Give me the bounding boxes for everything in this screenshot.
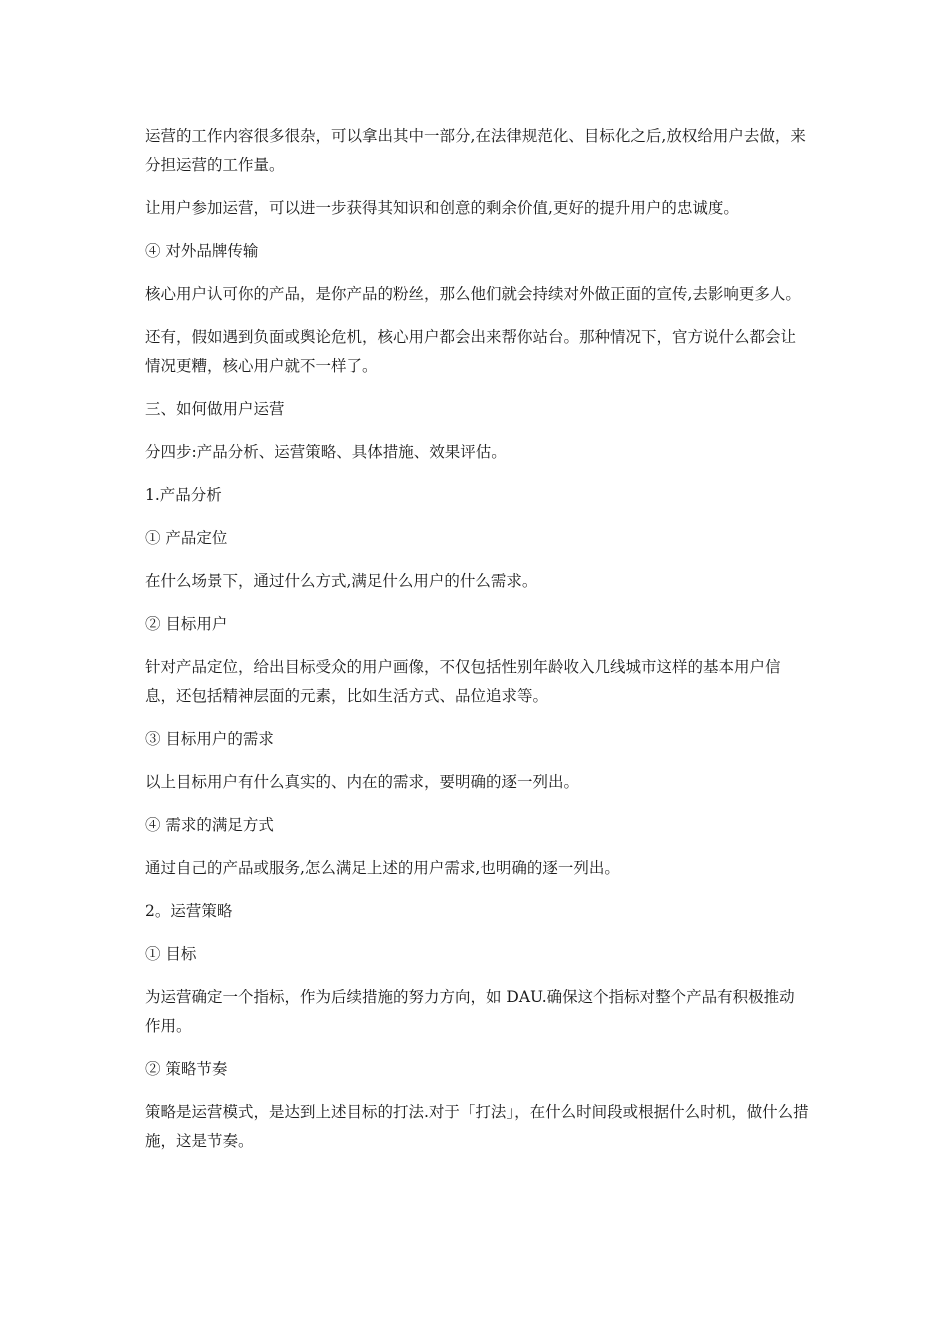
document-body — [145, 122, 810, 1170]
section-heading: ③ 目标用户的需求 — [145, 730, 274, 748]
paragraph: 分四步:产品分析、运营策略、具体措施、效果评估。 — [145, 443, 507, 461]
paragraph: 还有，假如遇到负面或舆论危机，核心用户都会出来帮你站台。那种情况下，官方说什么都会让情况更糟，核心用户就不一样了。 — [145, 328, 797, 375]
paragraph: 让用户参加运营，可以进一步获得其知识和创意的剩余价值,更好的提升用户的忠诚度。 — [145, 199, 739, 217]
section-heading: 2。运营策略 — [145, 902, 233, 920]
paragraph: 针对产品定位，给出目标受众的用户画像，不仅包括性别年龄收入几线城市这样的基本用户信息，还包括精神层面的元素，比如生活方式、品位追求等。 — [145, 658, 781, 705]
paragraph: 策略是运营模式，是达到上述目标的打法.对于「打法」，在什么时间段或根据什么时机，做什么措施，这是节奏。 — [145, 1103, 809, 1150]
section-heading: 1.产品分析 — [145, 486, 222, 504]
section-heading: ① 目标 — [145, 945, 197, 963]
section-heading: ④ 需求的满足方式 — [145, 816, 274, 834]
paragraph: 以上目标用户有什么真实的、内在的需求，要明确的逐一列出。 — [145, 773, 580, 791]
section-heading: ① 产品定位 — [145, 529, 228, 547]
paragraph: 通过自己的产品或服务,怎么满足上述的用户需求,也明确的逐一列出。 — [145, 859, 620, 877]
section-heading: ④ 对外品牌传输 — [145, 242, 259, 260]
paragraph: 为运营确定一个指标，作为后续措施的努力方向，如 DAU.确保这个指标对整个产品有积极推动作用。 — [145, 988, 795, 1035]
paragraph: 核心用户认可你的产品，是你产品的粉丝，那么他们就会持续对外做正面的宣传,去影响更多人。 — [145, 285, 801, 303]
section-heading: ② 目标用户 — [145, 615, 228, 633]
section-heading: ② 策略节奏 — [145, 1060, 228, 1078]
paragraph: 在什么场景下，通过什么方式,满足什么用户的什么需求。 — [145, 572, 538, 590]
paragraph: 运营的工作内容很多很杂，可以拿出其中一部分,在法律规范化、目标化之后,放权给用户去做，来分担运营的工作量。 — [145, 127, 806, 174]
section-heading: 三、如何做用户运营 — [145, 400, 285, 418]
